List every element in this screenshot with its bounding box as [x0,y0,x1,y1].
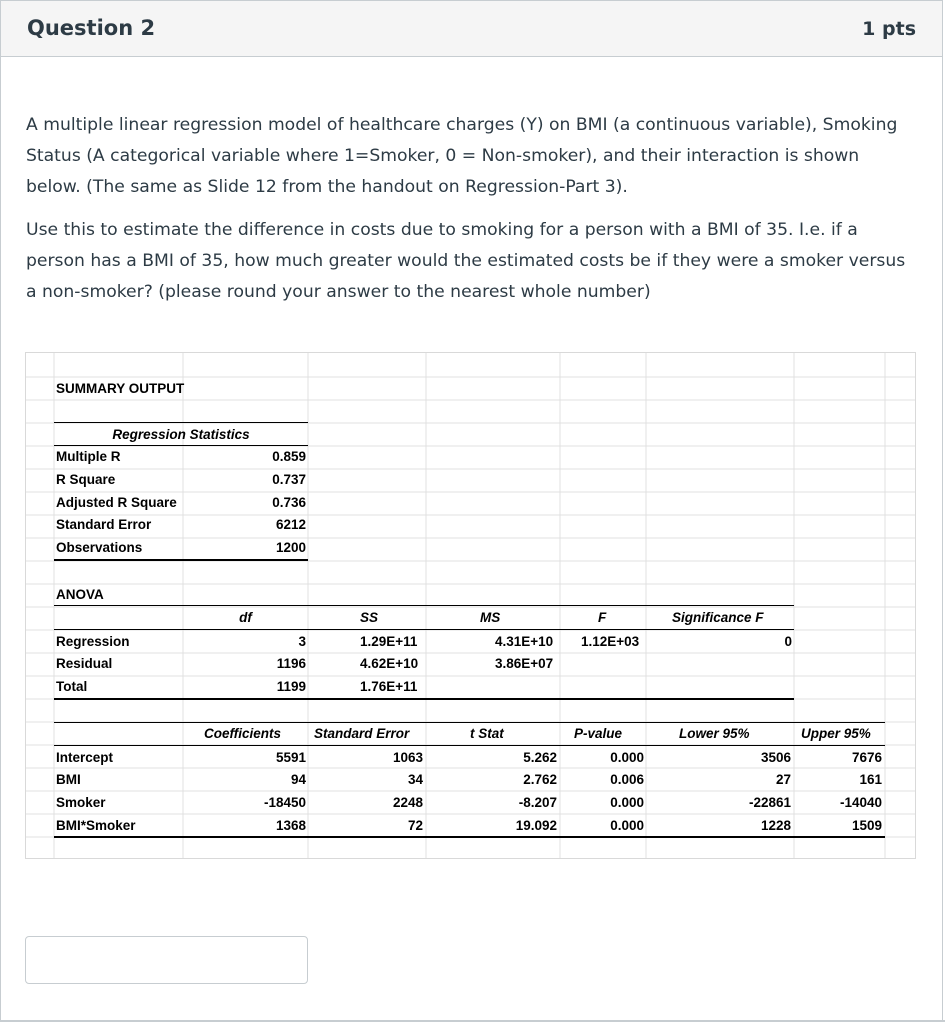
regstat-value: 0.859 [272,449,306,464]
anova-header-ms: MS [480,610,501,625]
coef-p-value: 0.000 [610,750,644,765]
anova-significance-f: 0 [784,634,792,649]
anova-f: 1.12E+03 [581,634,640,649]
coef-upper-95: 7676 [851,750,882,765]
coef-row-label: BMI [56,772,81,787]
coef-lower-95: 1228 [760,818,791,833]
coef-header-standard-error: Standard Error [314,726,410,741]
anova-header-f: F [598,610,607,625]
coef-t-stat: -8.207 [518,795,557,810]
coef-t-stat: 19.092 [515,818,557,833]
coef-header-p-value: P-value [574,726,623,741]
anova-df: 1199 [276,679,306,694]
coef-value: -18450 [263,795,306,810]
coef-lower-95: -22861 [748,795,791,810]
coef-standard-error: 1063 [392,750,423,765]
anova-df: 1196 [276,656,306,671]
coef-header-t-stat: t Stat [470,726,504,741]
anova-ss: 1.76E+11 [360,679,418,694]
coef-lower-95: 3506 [760,750,791,765]
coef-p-value: 0.000 [610,795,644,810]
regression-output-image [25,352,916,859]
anova-ss: 4.62E+10 [360,656,419,671]
coef-t-stat: 2.762 [523,772,557,787]
coef-header-coefficients: Coefficients [204,726,282,741]
regstat-label: Observations [56,540,143,555]
coef-value: 5591 [275,750,306,765]
anova-header-df: df [239,610,252,625]
coef-t-stat: 5.262 [523,750,557,765]
answer-input[interactable] [25,936,308,984]
coef-standard-error: 34 [407,772,423,787]
coef-row-label: Intercept [56,750,114,765]
anova-row-label: Total [56,679,88,694]
coef-header-lower-95: Lower 95% [679,726,750,741]
regstat-label: Multiple R [56,449,121,464]
anova-ms: 3.86E+07 [495,656,554,671]
coef-row-label: BMI*Smoker [56,818,136,833]
coef-standard-error: 2248 [392,795,423,810]
coef-p-value: 0.006 [610,772,644,787]
anova-ms: 4.31E+10 [495,634,554,649]
regstat-label: Adjusted R Square [56,495,177,510]
question-points: 1 pts [862,18,916,40]
anova-header-significance-f: Significance F [672,610,764,625]
regstat-label: R Square [56,472,116,487]
coef-lower-95: 27 [775,772,791,787]
coef-row-label: Smoker [56,795,106,810]
anova-ss: 1.29E+11 [360,634,418,649]
coef-standard-error: 72 [407,818,423,833]
summary-output-title: SUMMARY OUTPUT [56,381,185,396]
anova-row-label: Regression [56,634,130,649]
card-bottom-border [0,1020,945,1022]
question-header [1,1,942,57]
coef-upper-95: 161 [859,772,882,787]
anova-title: ANOVA [56,587,104,602]
regression-statistics-header: Regression Statistics [112,427,250,442]
regstat-value: 0.737 [272,472,306,487]
anova-header-ss: SS [360,610,379,625]
regstat-value: 6212 [275,517,306,532]
coef-value: 1368 [275,818,306,833]
coef-header-upper-95: Upper 95% [801,726,871,741]
regstat-value: 1200 [275,540,306,555]
question-title: Question 2 [27,16,156,40]
anova-row-label: Residual [56,656,113,671]
coef-value: 94 [290,772,306,787]
question-text-paragraph-2: Use this to estimate the difference in costs due to smoking for a person with a BMI of 35. I.e. if a person has a BMI of 35, how much greater would the estimated costs be if they were a smoker versus a non-smoker? (please round your answer to the nearest whole number) [26,220,906,302]
regstat-value: 0.736 [272,495,306,510]
anova-df: 3 [298,634,306,649]
coef-p-value: 0.000 [610,818,644,833]
regstat-label: Standard Error [56,517,152,532]
question-text-paragraph-1: A multiple linear regression model of healthcare charges (Y) on BMI (a continuous variable), Smoking Status (A categorical variable where 1=Smoker, 0 = Non-smoker), and their interaction is shown below. (The same as Slide 12 from the handout on Regression-Part 3). [26,115,898,197]
coef-upper-95: 1509 [851,818,882,833]
coef-upper-95: -14040 [839,795,882,810]
